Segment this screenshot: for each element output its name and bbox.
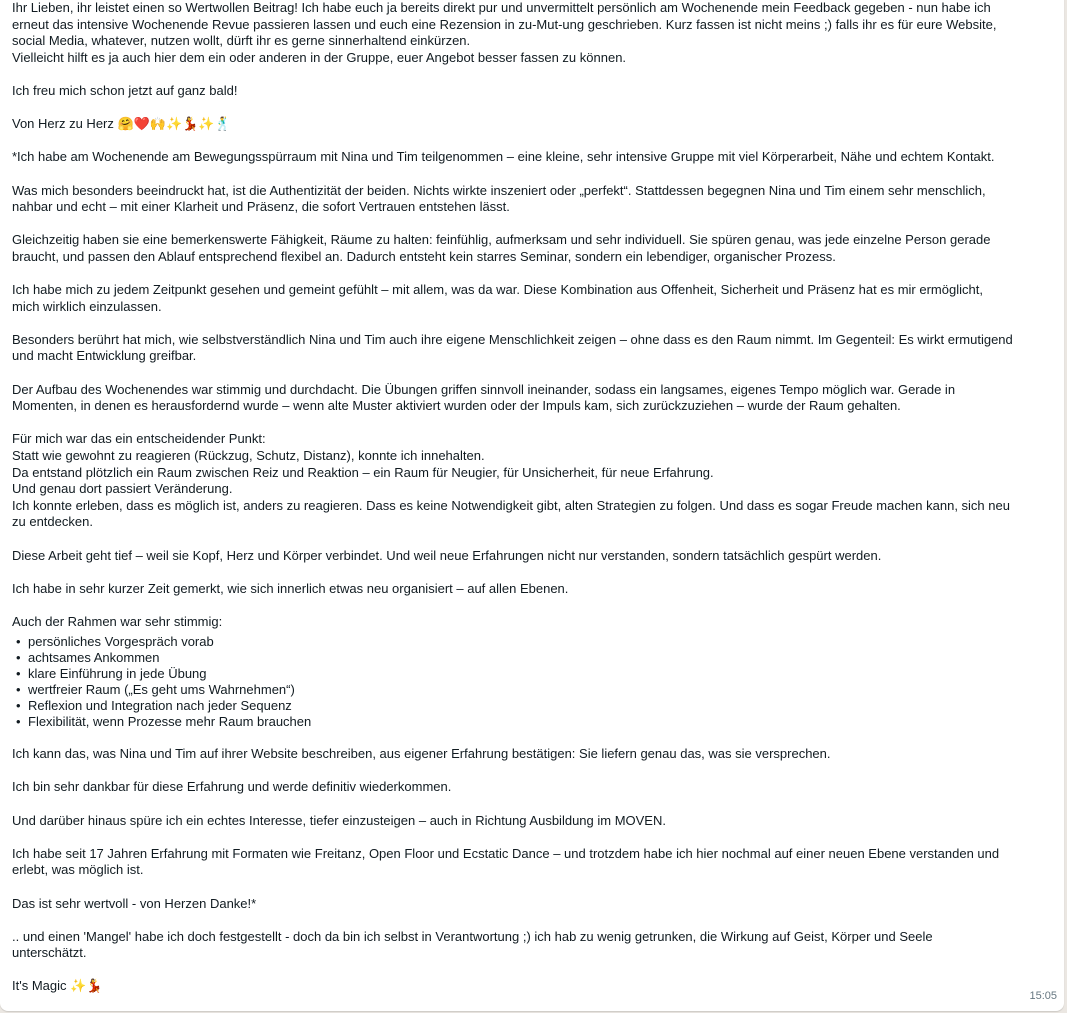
review-paragraph-6: [12, 382, 1062, 415]
message-timestamp: 15:05: [1029, 990, 1057, 1002]
bullet-item: • persönliches Vorgespräch vorab: [12, 634, 1062, 650]
review-paragraph-2: [12, 183, 1062, 216]
text-line: und macht Entwicklung greifbar.: [12, 348, 197, 364]
review-paragraph-12: Und darüber hinaus spüre ich ein echtes Interesse, tiefer einzusteigen – auch in Richtung Ausbildung im MOVEN.: [12, 812, 666, 828]
message-text: [12, 0, 1062, 995]
rahmen-heading: Auch der Rahmen war sehr stimmig:: [12, 613, 223, 629]
text-line: Statt wie gewohnt zu reagieren (Rückzug, Schutz, Distanz), konnte ich innehalten.: [12, 448, 485, 464]
review-paragraph-10: Ich kann das, was Nina und Tim auf ihrer Website beschreiben, aus eigener Erfahrung bestätigen: Sie liefern genau das, was sie versprechen.: [12, 746, 831, 762]
text-line: Vielleicht hilft es ja auch hier dem ein oder anderen in der Gruppe, euer Angebot besser fassen zu können.: [12, 49, 627, 65]
text-line: erneut das intensive Wochenende Revue passieren lassen und euch eine Rezension in zu-Mut-ung geschrieben. Kurz fassen ist nicht meins ;) falls ihr es für eure Website,: [12, 16, 997, 32]
bullet-item: • klare Einführung in jede Übung: [12, 666, 1062, 682]
review-paragraph-5: [12, 332, 1062, 365]
text-line: Für mich war das ein entscheidender Punkt:: [12, 431, 266, 447]
review-paragraph-13: [12, 846, 1062, 879]
text-line: nahbar und echt – mit einer Klarheit und Präsenz, die sofort Vertrauen entstehen lässt.: [12, 199, 510, 215]
review-paragraph-9: Ich habe in sehr kurzer Zeit gemerkt, wie sich innerlich etwas neu organisiert – auf allen Ebenen.: [12, 580, 569, 596]
text-line: Was mich besonders beeindruckt hat, ist die Authentizität der beiden. Nichts wirkte inszeniert oder „perfekt“. Stattdessen begegnen Nina und Tim einem sehr menschlich,: [12, 182, 986, 198]
bullet-item: • achtsames Ankommen: [12, 650, 1062, 666]
text-line: Ich habe mich zu jedem Zeitpunkt gesehen und gemeint gefühlt – mit allem, was da war. Diese Kombination aus Offenheit, Sicherheit und Präsenz hat es mir ermöglicht,: [12, 282, 983, 298]
closing-line: It's Magic ✨💃: [12, 978, 103, 994]
review-paragraph-15: [12, 929, 1062, 962]
review-paragraph-1: *Ich habe am Wochenende am Bewegungsspürraum mit Nina und Tim teilgenommen – eine kleine, sehr intensive Gruppe mit viel Körperarbeit, Nähe und echtem Kontakt.: [12, 149, 995, 165]
review-paragraph-14: Das ist sehr wertvoll - von Herzen Danke!*: [12, 895, 257, 911]
bullet-item: • Reflexion und Integration nach jeder Sequenz: [12, 698, 1062, 714]
text-line: Ich habe seit 17 Jahren Erfahrung mit Formaten wie Freitanz, Open Floor und Ecstatic Dance – und trotzdem habe ich hier nochmal auf einer neuen Ebene verstanden und: [12, 845, 1000, 861]
text-line: social Media, whatever, nutzen wollt, dürft ihr es gerne sinnerhaltend einkürzen.: [12, 33, 471, 49]
text-line: zu entdecken.: [12, 514, 93, 530]
text-line: Ihr Lieben, ihr leistet einen so Wertwollen Beitrag! Ich habe euch ja bereits direkt pur und unvermittelt persönlich am Wochenende mein Feedback gegeben - nun habe ich: [12, 0, 991, 15]
text-line: Momenten, in denen es herausfordernd wurde – wenn alte Muster aktiviert wurden oder der Impuls kam, sich zurückzuziehen – wurde der Raum gehalten.: [12, 398, 901, 414]
intro-paragraph: [12, 0, 1062, 66]
text-line: Da entstand plötzlich ein Raum zwischen Reiz und Reaktion – ein Raum für Neugier, für Unsicherheit, für neue Erfahrung.: [12, 464, 714, 480]
text-line: .. und einen 'Mangel' habe ich doch festgestellt - doch da bin ich selbst in Verantwortung ;) ich hab zu wenig getrunken, die Wirkung auf Geist, Körper und Seele: [12, 928, 933, 944]
text-line: Besonders berührt hat mich, wie selbstverständlich Nina und Tim auch ihre eigene Menschlichkeit zeigen – ohne dass es den Raum nimmt. Im Gegenteil: Es wirkt ermutigend: [12, 331, 1013, 347]
anticipation-line: Ich freu mich schon jetzt auf ganz bald!: [12, 82, 238, 98]
review-paragraph-11: Ich bin sehr dankbar für diese Erfahrung und werde definitiv wiederkommen.: [12, 779, 452, 795]
bullet-item: • Flexibilität, wenn Prozesse mehr Raum brauchen: [12, 714, 1062, 730]
heart-greeting-line: Von Herz zu Herz 🤗❤️🙌✨💃✨🕺: [12, 116, 231, 132]
text-line: unterschätzt.: [12, 945, 87, 961]
text-line: Gleichzeitig haben sie eine bemerkenswerte Fähigkeit, Räume zu halten: feinfühlig, aufmerksam und sehr individuell. Sie spüren genau, was jede einzelne Person gerade: [12, 232, 991, 248]
text-line: erlebt, was möglich ist.: [12, 862, 144, 878]
text-line: braucht, und passen den Ablauf entsprechend flexibel an. Dadurch entsteht kein starres Seminar, sondern ein lebendiger, organischer Prozess.: [12, 248, 836, 264]
rahmen-bullet-list: [12, 634, 1062, 730]
bullet-item: • wertfreier Raum („Es geht ums Wahrnehmen“): [12, 682, 1062, 698]
review-paragraph-3: [12, 232, 1062, 265]
review-paragraph-7: [12, 431, 1062, 531]
text-line: Der Aufbau des Wochenendes war stimmig und durchdacht. Die Übungen griffen sinnvoll ineinander, sodass ein langsames, eigenes Tempo möglich war. Gerade in: [12, 381, 956, 397]
review-paragraph-4: [12, 282, 1062, 315]
text-line: Ich konnte erleben, dass es möglich ist, anders zu reagieren. Dass es keine Notwendigkeit gibt, alten Strategien zu folgen. Und dass es sogar Freude machen kann, sich neu: [12, 497, 1010, 513]
text-line: mich wirklich einzulassen.: [12, 298, 162, 314]
text-line: Und genau dort passiert Veränderung.: [12, 481, 233, 497]
review-paragraph-8: Diese Arbeit geht tief – weil sie Kopf, Herz und Körper verbindet. Und weil neue Erfahrungen nicht nur verstanden, sondern tatsächlich gespürt werden.: [12, 547, 882, 563]
